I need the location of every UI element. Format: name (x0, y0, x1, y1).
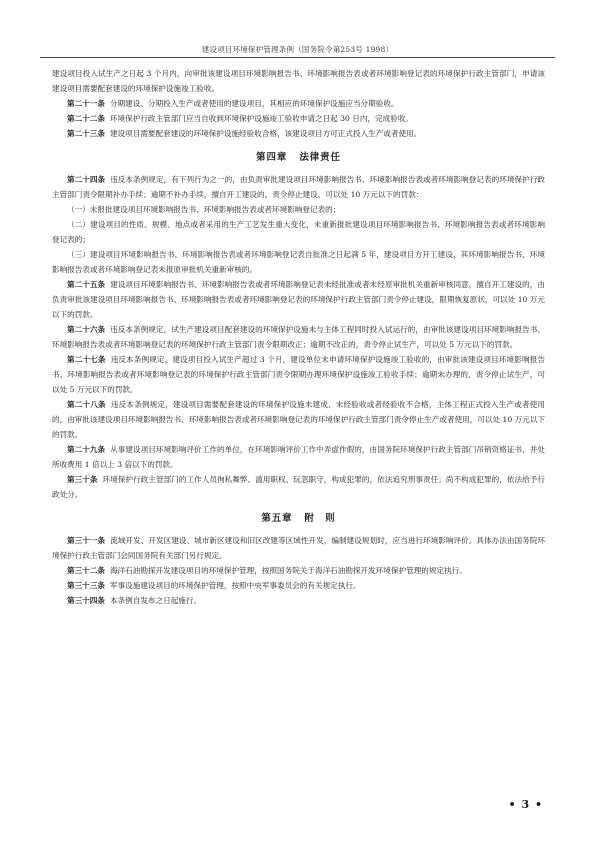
article-number: 第二十五条 (67, 280, 106, 289)
chapter-4-body (52, 172, 545, 502)
paragraph-text: 违反本条例规定，试生产建设项目配套建设的环境保护设施未与主体工程同时投入试运行的，由审批该建设项目环境影响报告书、环境影响报告表或者环境影响登记表的环境保护行政主管部门责令限期改正；逾期不改正的，责令停止试生产，可以处 5 万元以下的罚款。 (52, 325, 546, 349)
header-rule (40, 57, 555, 58)
article-number: 第二十六条 (67, 325, 106, 334)
paragraph-text: 违反本条例规定，建设项目需要配套建设的环境保护设施未建成、未经验收或者经验收不合格，主体工程正式投入生产或者使用的，由审批该建设项目环境影响报告书、环境影响报告表或者环境影响登记表的环境保护行政主管部门责令停止生产或者使用，可以处 10 万元以下的罚款。 (52, 400, 546, 439)
article-25 (52, 277, 545, 322)
article-31 (52, 533, 545, 563)
paragraph-text: 建设项目环境影响报告书、环境影响报告表或者环境影响登记表未经批准或者未经原审批机关重新审核同意，擅自开工建设的，由负责审批该建设项目环境影响报告书、环境影响报告表或者环境影响登记表的环境保护行政主管部门责令停止建设，限期恢复原状，可以处 10 万元以下的罚款。 (52, 280, 546, 319)
chapter-number: 第四章 (256, 152, 288, 163)
paragraph-text: （一）未报批建设项目环境影响报告书、环境影响报告表或者环境影响登记表的； (67, 205, 341, 214)
paragraph-text: 环境保护行政主管部门的工作人员徇私舞弊、滥用职权、玩忽职守，构成犯罪的，依法追究刑事责任；尚不构成犯罪的，依法给予行政处分。 (52, 475, 546, 499)
chapter-5-body (52, 533, 545, 608)
paragraph-text: 流域开发、开发区建设、城市新区建设和旧区改建等区域性开发，编制建设规划时，应当进行环境影响评价。具体办法由国务院环境保护行政主管部门会同国务院有关部门另行规定。 (52, 536, 546, 560)
document-body (52, 66, 545, 608)
article-number: 第三十三条 (67, 581, 105, 590)
paragraph-text: 本条例自发布之日起施行。 (109, 596, 202, 605)
article-27 (52, 352, 545, 397)
article-number: 第二十一条 (67, 99, 105, 108)
article-26 (52, 322, 545, 352)
article-23 (52, 126, 545, 141)
paragraph-text: 建设项目投入试生产之日起 3 个月内，向审批该建设项目环境影响报告书、环境影响报告表或者环境影响登记表的环境保护行政主管部门，申请该建设项目需要配套建设的环境保护设施竣工验收。 (52, 69, 545, 93)
article-22 (52, 111, 545, 126)
chapter-5-heading (52, 511, 545, 526)
article-number: 第二十二条 (67, 114, 105, 123)
chapter-name: 附 则 (304, 513, 336, 524)
list-item (52, 202, 545, 217)
paragraph-text: 从事建设项目环境影响评价工作的单位，在环境影响评价工作中弄虚作假的，由国务院环境保护行政主管部门吊销资格证书，并处所收费用 1 倍以上 3 倍以下的罚款。 (52, 445, 546, 469)
paragraph-text: 分期建设、分期投入生产或者使用的建设项目，其相应的环境保护设施应当分期验收。 (109, 99, 399, 108)
paragraph-text: 军事设施建设项目的环境保护管理，按照中央军事委员会的有关规定执行。 (109, 581, 361, 590)
article-number: 第二十七条 (67, 355, 106, 364)
article-24 (52, 172, 545, 202)
article-number: 第三十二条 (67, 566, 105, 575)
page-number: • 3 • (508, 798, 543, 811)
article-number: 第二十九条 (67, 445, 106, 454)
paragraph-text: 环境保护行政主管部门应当自收到环境保护设施竣工验收申请之日起 30 日内，完成验收。 (109, 114, 414, 123)
paragraph-text: （二）建设项目的性质、规模、地点或者采用的生产工艺发生重大变化，未重新报批建设项目环境影响报告书、环境影响报告表或者环境影响登记表的； (52, 220, 545, 244)
article-33 (52, 578, 545, 593)
section-acceptance-end (52, 66, 545, 141)
article-30 (52, 472, 545, 502)
chapter-number: 第五章 (261, 513, 293, 524)
article-number: 第三十四条 (67, 596, 105, 605)
paragraph-text: 违反本条例规定，建设项目投入试生产超过 3 个月，建设单位未申请环境保护设施竣工验收的，由审批该建设项目环境影响报告书、环境影响报告表或者环境影响登记表的环境保护行政主管部门责令限期办理环境保护设施竣工验收手续；逾期未办理的，责令停止试生产，可以处 5 万元以下的罚款。 (52, 355, 546, 394)
article-34 (52, 593, 545, 608)
article-21 (52, 96, 545, 111)
paragraph-text: （三）建设项目环境影响报告书、环境影响报告表或者环境影响登记表自批准之日起满 5 年，建设项目方开工建设，其环境影响报告书、环境影响报告表或者环境影响登记表未报原审批机关重新审核的。 (52, 250, 545, 274)
paragraph (52, 66, 545, 96)
article-number: 第二十八条 (67, 400, 106, 409)
article-number: 第三十条 (67, 475, 98, 484)
paragraph-text: 违反本条例规定，有下列行为之一的，由负责审批建设项目环境影响报告书、环境影响报告表或者环境影响登记表的环境保护行政主管部门责令限期补办手续；逾期不补办手续，擅自开工建设的，责令停止建设，可以处 10 万元以下的罚款： (52, 175, 546, 199)
article-32 (52, 563, 545, 578)
article-number: 第二十三条 (67, 129, 105, 138)
chapter-4-heading (52, 150, 545, 165)
running-header: 建设项目环境保护管理条例（国务院令第253号 1998） (201, 45, 394, 54)
chapter-name: 法律责任 (299, 152, 341, 163)
paragraph-text: 建设项目需要配套建设的环境保护设施经验收合格，该建设项目方可正式投入生产或者使用。 (109, 129, 422, 138)
article-number: 第二十四条 (67, 175, 106, 184)
article-29 (52, 442, 545, 472)
list-item (52, 247, 545, 277)
article-number: 第三十一条 (67, 536, 106, 545)
paragraph-text: 海洋石油勘探开发建设项目的环境保护管理，按照国务院关于海洋石油勘探开发环境保护管理的规定执行。 (109, 566, 467, 575)
list-item (52, 217, 545, 247)
article-28 (52, 397, 545, 442)
